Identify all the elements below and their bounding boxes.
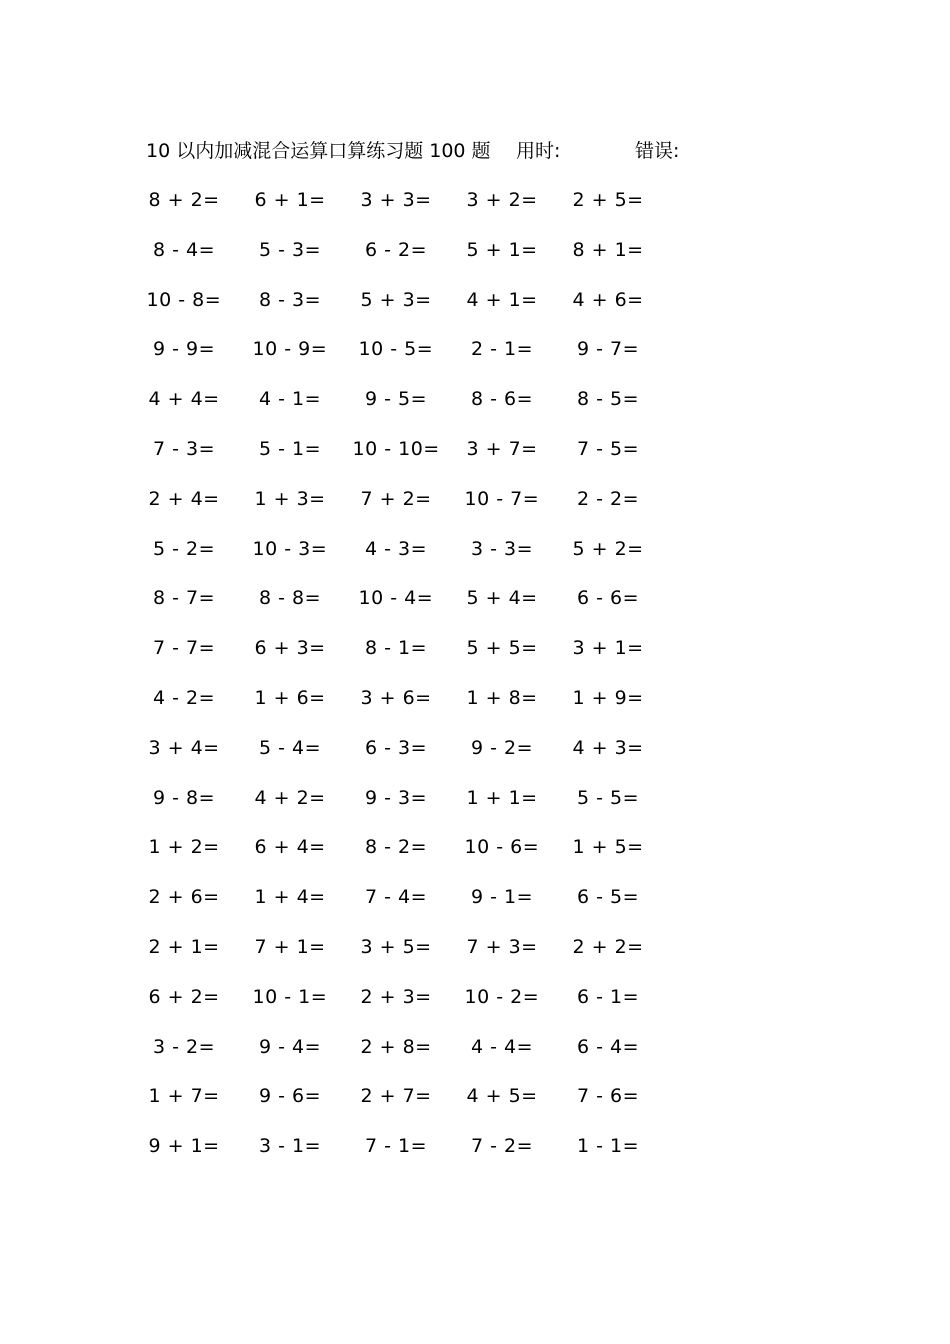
- problem-item: 1 + 7=: [148, 1085, 220, 1108]
- problem-row: [0, 882, 950, 932]
- problem-item: 7 - 6=: [577, 1085, 640, 1108]
- problem-item: 10 - 6=: [464, 836, 540, 859]
- problem-item: 6 + 2=: [148, 985, 220, 1008]
- problem-item: 9 + 1=: [148, 1135, 220, 1158]
- problem-item: 2 + 3=: [360, 985, 432, 1008]
- problem-item: 5 - 2=: [153, 537, 216, 560]
- problem-item: 10 - 10=: [352, 437, 440, 460]
- problem-item: 7 + 2=: [360, 487, 432, 510]
- problem-item: 1 + 3=: [254, 487, 326, 510]
- problem-item: 10 - 8=: [146, 288, 222, 311]
- problem-item: 3 + 5=: [360, 935, 432, 958]
- problem-item: 9 - 1=: [471, 886, 534, 909]
- problem-item: 2 - 2=: [577, 487, 640, 510]
- errors-label: 错误:: [635, 140, 680, 162]
- problem-item: 5 - 1=: [259, 437, 322, 460]
- problem-item: 10 - 2=: [464, 985, 540, 1008]
- problem-item: 2 + 2=: [572, 935, 644, 958]
- problem-item: 5 + 3=: [360, 288, 432, 311]
- problem-item: 3 + 1=: [572, 637, 644, 660]
- problem-row: [0, 733, 950, 783]
- problem-row: [0, 285, 950, 335]
- problem-item: 9 - 4=: [259, 1035, 322, 1058]
- problem-item: 5 + 2=: [572, 537, 644, 560]
- problem-item: 6 - 2=: [365, 238, 428, 261]
- problem-item: 7 - 3=: [153, 437, 216, 460]
- problem-item: 3 + 4=: [148, 736, 220, 759]
- problem-item: 4 + 2=: [254, 786, 326, 809]
- problem-row: [0, 484, 950, 534]
- problem-row: [0, 683, 950, 733]
- problem-item: 7 + 1=: [254, 935, 326, 958]
- problem-item: 10 - 7=: [464, 487, 540, 510]
- problem-item: 7 - 4=: [365, 886, 428, 909]
- problem-item: 6 - 6=: [577, 587, 640, 610]
- problem-item: 5 + 4=: [466, 587, 538, 610]
- problem-item: 9 - 9=: [153, 338, 216, 361]
- problem-item: 8 - 1=: [365, 637, 428, 660]
- problem-item: 8 - 3=: [259, 288, 322, 311]
- problem-item: 4 - 2=: [153, 686, 216, 709]
- problem-item: 3 - 1=: [259, 1135, 322, 1158]
- problem-item: 2 + 1=: [148, 935, 220, 958]
- problem-item: 7 - 1=: [365, 1135, 428, 1158]
- problem-item: 1 - 1=: [577, 1135, 640, 1158]
- problem-item: 4 + 1=: [466, 288, 538, 311]
- problem-row: [0, 1081, 950, 1131]
- problem-item: 2 + 4=: [148, 487, 220, 510]
- problem-item: 7 - 2=: [471, 1135, 534, 1158]
- problem-item: 2 + 7=: [360, 1085, 432, 1108]
- problem-item: 6 - 1=: [577, 985, 640, 1008]
- problem-item: 7 - 7=: [153, 637, 216, 660]
- problem-item: 5 + 5=: [466, 637, 538, 660]
- problem-item: 8 - 4=: [153, 238, 216, 261]
- problem-item: 5 - 3=: [259, 238, 322, 261]
- problem-item: 1 + 1=: [466, 786, 538, 809]
- problem-row: [0, 633, 950, 683]
- problem-item: 2 - 1=: [471, 338, 534, 361]
- problem-item: 9 - 7=: [577, 338, 640, 361]
- problem-item: 2 + 6=: [148, 886, 220, 909]
- problem-item: 2 + 8=: [360, 1035, 432, 1058]
- problem-item: 7 + 3=: [466, 935, 538, 958]
- problem-grid: [0, 185, 950, 1181]
- problem-item: 10 - 3=: [252, 537, 328, 560]
- problem-item: 1 + 5=: [572, 836, 644, 859]
- problem-row: [0, 832, 950, 882]
- problem-item: 7 - 5=: [577, 437, 640, 460]
- problem-item: 8 + 1=: [572, 238, 644, 261]
- problem-item: 6 + 4=: [254, 836, 326, 859]
- problem-item: 4 - 4=: [471, 1035, 534, 1058]
- problem-item: 2 + 5=: [572, 189, 644, 211]
- problem-item: 3 + 6=: [360, 686, 432, 709]
- problem-item: 4 - 1=: [259, 388, 322, 411]
- problem-item: 4 + 6=: [572, 288, 644, 311]
- problem-item: 9 - 6=: [259, 1085, 322, 1108]
- problem-item: 8 + 2=: [148, 189, 220, 211]
- problem-item: 10 - 5=: [358, 338, 434, 361]
- problem-row: [0, 235, 950, 285]
- problem-item: 1 + 4=: [254, 886, 326, 909]
- problem-item: 9 - 2=: [471, 736, 534, 759]
- problem-item: 5 - 5=: [577, 786, 640, 809]
- problem-item: 3 + 7=: [466, 437, 538, 460]
- problem-item: 6 - 5=: [577, 886, 640, 909]
- problem-item: 1 + 6=: [254, 686, 326, 709]
- problem-row: [0, 334, 950, 384]
- problem-item: 8 - 7=: [153, 587, 216, 610]
- problem-item: 9 - 3=: [365, 786, 428, 809]
- problem-item: 6 - 3=: [365, 736, 428, 759]
- problem-item: 1 + 9=: [572, 686, 644, 709]
- problem-item: 9 - 8=: [153, 786, 216, 809]
- problem-row: [0, 534, 950, 584]
- problem-item: 6 - 4=: [577, 1035, 640, 1058]
- problem-item: 5 - 4=: [259, 736, 322, 759]
- problem-item: 9 - 5=: [365, 388, 428, 411]
- problem-row: [0, 1032, 950, 1082]
- problem-row: [0, 434, 950, 484]
- problem-item: 3 + 2=: [466, 189, 538, 211]
- time-used-label: 用时:: [516, 140, 561, 162]
- problem-item: 1 + 2=: [148, 836, 220, 859]
- problem-item: 6 + 3=: [254, 637, 326, 660]
- problem-item: 6 + 1=: [254, 189, 326, 211]
- problem-item: 4 + 4=: [148, 388, 220, 411]
- problem-item: 10 - 4=: [358, 587, 434, 610]
- problem-item: 3 - 3=: [471, 537, 534, 560]
- problem-row: [0, 1131, 950, 1181]
- problem-item: 3 - 2=: [153, 1035, 216, 1058]
- problem-item: 4 + 5=: [466, 1085, 538, 1108]
- problem-row: [0, 932, 950, 982]
- problem-item: 8 - 8=: [259, 587, 322, 610]
- problem-item: 4 + 3=: [572, 736, 644, 759]
- worksheet-title: 10 以内加减混合运算口算练习题 100 题: [146, 140, 491, 162]
- problem-row: [0, 783, 950, 833]
- problem-item: 8 - 6=: [471, 388, 534, 411]
- problem-item: 1 + 8=: [466, 686, 538, 709]
- problem-item: 3 + 3=: [360, 189, 432, 211]
- problem-row: [0, 185, 950, 235]
- problem-item: 5 + 1=: [466, 238, 538, 261]
- problem-row: [0, 982, 950, 1032]
- problem-item: 10 - 1=: [252, 985, 328, 1008]
- problem-item: 8 - 2=: [365, 836, 428, 859]
- problem-row: [0, 384, 950, 434]
- problem-item: 4 - 3=: [365, 537, 428, 560]
- problem-row: [0, 583, 950, 633]
- problem-item: 10 - 9=: [252, 338, 328, 361]
- problem-item: 8 - 5=: [577, 388, 640, 411]
